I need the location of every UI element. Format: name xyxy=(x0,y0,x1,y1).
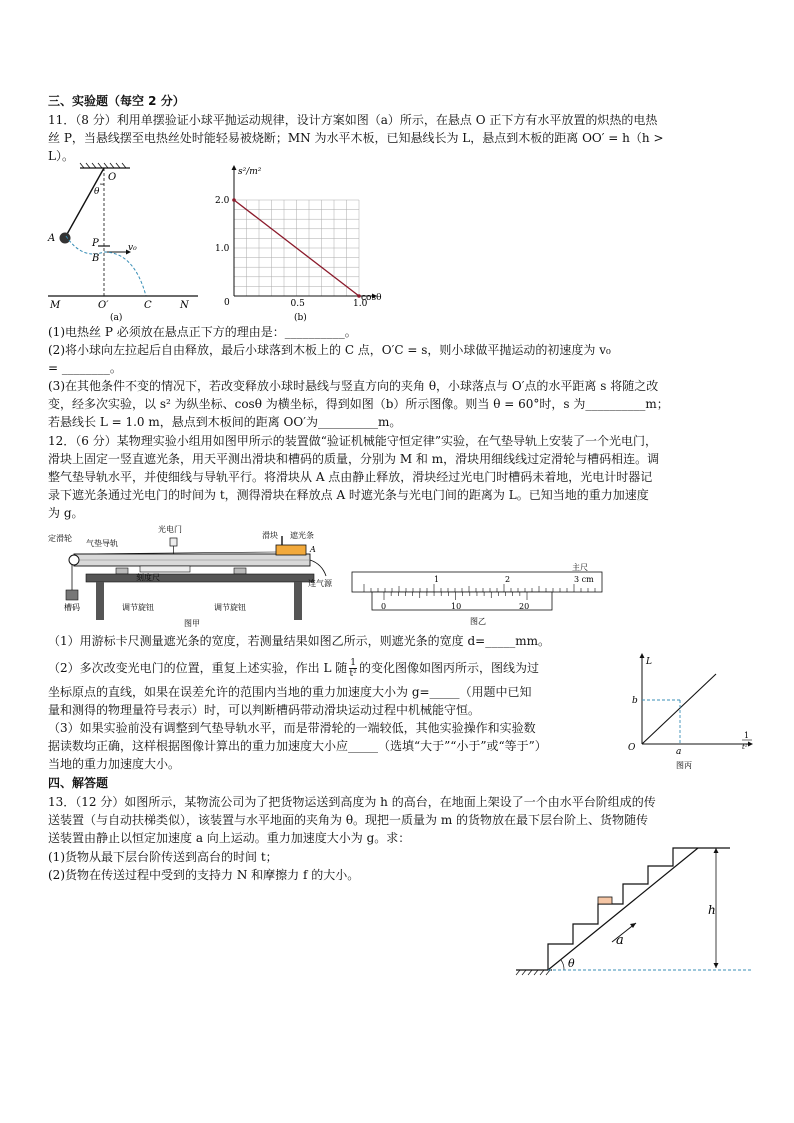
q12-part-2d: 量和测得的物理量符号表示）时，可以判断槽码带动滑块运动过程中机械能守恒。 xyxy=(48,703,481,717)
q12-part-3c: 当地的重力加速度大小。 xyxy=(48,757,181,771)
q11-line-3: L）。 xyxy=(48,149,74,163)
q12-line-4: 录下遮光条通过光电门的时间为 t，测得滑块在释放点 A 时遮光条与光电门间的距离为 L。已知当地的重力加速度 xyxy=(48,488,649,502)
ball xyxy=(60,233,71,244)
x-tick-label: 0.5 xyxy=(290,299,305,309)
q12-line-1: 12．（6 分）某物理实验小组用如图甲所示的装置做“验证机械能守恒定律”实验，在气垫导轨上安装了一个光电门， xyxy=(48,434,657,448)
figure-b-chart xyxy=(210,162,380,322)
cargo-box xyxy=(598,897,612,904)
bing-x-den: t² xyxy=(742,743,748,751)
label-O: O xyxy=(108,172,117,183)
q11-part-2a: (2)将小球向左拉起后自由释放，最后小球落到木板上的 C 点，O′C = s，则小球做平抛运动的初速度为 v₀ xyxy=(48,343,611,357)
q11-line-1: 11．（8 分）利用单摆验证小球平抛运动规律，设计方案如图（a）所示，在悬点 O 正下方有水平放置的炽热的电热 xyxy=(48,113,658,127)
q12-part-3b: 据读数均正确，这样根据图像计算出的重力加速度大小应_____（选填“大于”“小于”或“等于”） xyxy=(48,739,547,753)
caption-b: (b) xyxy=(294,313,307,323)
q11-line-2: 丝 P，当悬线摆至电热丝处时能轻易被烧断；MN 为水平木板，已知悬线长为 L，悬点到木板的距离 OO′ = h（h > xyxy=(48,131,664,145)
series-point xyxy=(357,294,361,298)
label-v0: v₀ xyxy=(128,243,137,253)
chart-xlabel: cosθ xyxy=(361,293,382,303)
label-pulley: 定滑轮 xyxy=(48,534,72,543)
label-P: P xyxy=(92,238,99,249)
bing-O: O xyxy=(628,743,636,753)
figure-yi-vernier xyxy=(350,564,605,628)
label-knob-1: 调节旋钮 xyxy=(122,603,154,612)
q12-line-3: 整气垫导轨水平，并使细线与导轨平行。将滑块从 A 点由静止释放，滑块经过光电门时槽码未着地，光电计时器记 xyxy=(48,470,653,484)
y-tick-label: 1.0 xyxy=(215,244,230,254)
label-N: N xyxy=(180,300,189,311)
figure-jia-air-track xyxy=(44,524,344,628)
vernier-0: 0 xyxy=(381,602,387,611)
label-knob-2: 调节旋钮 xyxy=(214,603,246,612)
q11-part-3b: 变，经多次实验，以 s² 为纵坐标、cosθ 为横坐标，得到如图（b）所示图像。则当 θ = 60°时，s 为__________m； xyxy=(48,397,669,411)
q13-part-1: (1)货物从最下层台阶传送到高台的时间 t； xyxy=(48,850,278,864)
label-gate: 光电门 xyxy=(158,525,182,534)
q13-part-2: (2)货物在传送过程中受到的支持力 N 和摩擦力 f 的大小。 xyxy=(48,868,360,882)
x-tick-label: 1.0 xyxy=(353,299,368,309)
label-B: B xyxy=(92,253,100,264)
frac-den: t² xyxy=(349,669,357,679)
q12-line-2: 滑块上固定一竖直遮光条，用天平测出滑块和槽码的质量，分别为 M 和 m，滑块用细线线过定滑轮与槽码相连。调 xyxy=(48,452,660,466)
frac-num: 1 xyxy=(350,658,356,668)
label-accel: a xyxy=(616,933,624,948)
vernier-10: 10 xyxy=(451,602,462,611)
q12-line-5: 为 g。 xyxy=(48,506,84,520)
figure-bing-graph xyxy=(624,652,760,772)
vernier-20: 20 xyxy=(519,602,530,611)
label-air: 连气源 xyxy=(308,579,332,588)
label-M: M xyxy=(50,300,61,311)
caption-bing: 图丙 xyxy=(676,761,692,770)
label-angle: θ xyxy=(568,957,575,970)
chart-ylabel: s²/m² xyxy=(238,167,262,177)
q11-part-1: (1)电热丝 P 必须放在悬点正下方的理由是：__________。 xyxy=(48,325,357,339)
label-rail: 气垫导轨 xyxy=(86,539,118,548)
slider-block xyxy=(276,545,306,555)
q13-line-1: 13．（12 分）如图所示，某物流公司为了把货物运送到高度为 h 的高台，在地面上架设了一个由水平台阶组成的传 xyxy=(48,795,656,809)
label-ruler: 刻度尺 xyxy=(136,573,160,582)
section-4-title: 四、解答题 xyxy=(48,776,109,790)
main-scale-3: 3 cm xyxy=(574,575,594,584)
main-scale-1: 1 xyxy=(434,575,440,584)
label-strip: 遮光条 xyxy=(290,531,314,540)
label-A: A xyxy=(48,233,56,244)
q11-part-2b: = ________。 xyxy=(48,361,122,375)
q12-part-2a: （2）多次改变光电门的位置，重复上述实验，作出 L 随 $\frac{1}{\text{t²}}$ 的变化图像如图丙所示，图线为过 xyxy=(48,658,539,679)
label-A-point: A xyxy=(310,545,316,554)
bing-x-num: 1 xyxy=(744,731,750,740)
label-main-scale: 主尺 xyxy=(572,563,588,572)
q13-line-3: 送装置由静止以恒定加速度 a 向上运动。重力加速度大小为 g。求： xyxy=(48,831,411,845)
bing-b: b xyxy=(632,696,638,706)
photogate xyxy=(170,538,177,546)
caption-yi: 图乙 xyxy=(470,617,486,626)
series-point xyxy=(232,198,236,202)
bing-a: a xyxy=(676,747,682,757)
caption-jia: 图甲 xyxy=(184,619,200,628)
q12-part-1: （1）用游标卡尺测量遮光条的宽度，若测量结果如图乙所示，则遮光条的宽度 d=_____mm。 xyxy=(48,634,550,648)
section-3-title: 三、实验题（每空 2 分） xyxy=(48,94,185,108)
chart-ticks xyxy=(215,196,368,309)
main-scale-2: 2 xyxy=(505,575,511,584)
label-h: h xyxy=(708,903,716,917)
figure-conveyor-stairs xyxy=(512,840,762,980)
label-weight: 槽码 xyxy=(64,603,80,612)
label-slider: 滑块 xyxy=(262,531,278,540)
q13-line-2: 送装置（与自动扶梯类似），该装置与水平地面的夹角为 θ。现把一质量为 m 的货物放在最下层台阶上、货物随传 xyxy=(48,813,649,827)
figure-a-pendulum xyxy=(48,162,208,322)
pulley xyxy=(69,555,79,565)
chart-origin: 0 xyxy=(224,298,230,308)
hook-weight xyxy=(66,590,78,600)
y-tick-label: 2.0 xyxy=(215,196,230,206)
q11-part-3a: (3)在其他条件不变的情况下，若改变释放小球时悬线与竖直方向的夹角 θ，小球落点与 O′点的水平距离 s 将随之改 xyxy=(48,379,659,393)
q12-part-2c: 坐标原点的直线，如果在误差允许的范围内当地的重力加速度大小为 g=_____（用题中已知 xyxy=(48,685,532,699)
q11-part-3c: 若悬线长 L = 1.0 m，悬点到木板间的距离 OO′为__________m。 xyxy=(48,415,402,429)
label-O2: O′ xyxy=(98,300,109,311)
label-theta: θ xyxy=(94,187,100,197)
caption-a: (a) xyxy=(110,313,123,323)
q12-part-3a: （3）如果实验前没有调整到气垫导轨水平，而是带滑轮的一端较低，其他实验操作和实验数 xyxy=(48,721,536,735)
label-C: C xyxy=(144,300,152,311)
bing-L: L xyxy=(646,657,652,667)
